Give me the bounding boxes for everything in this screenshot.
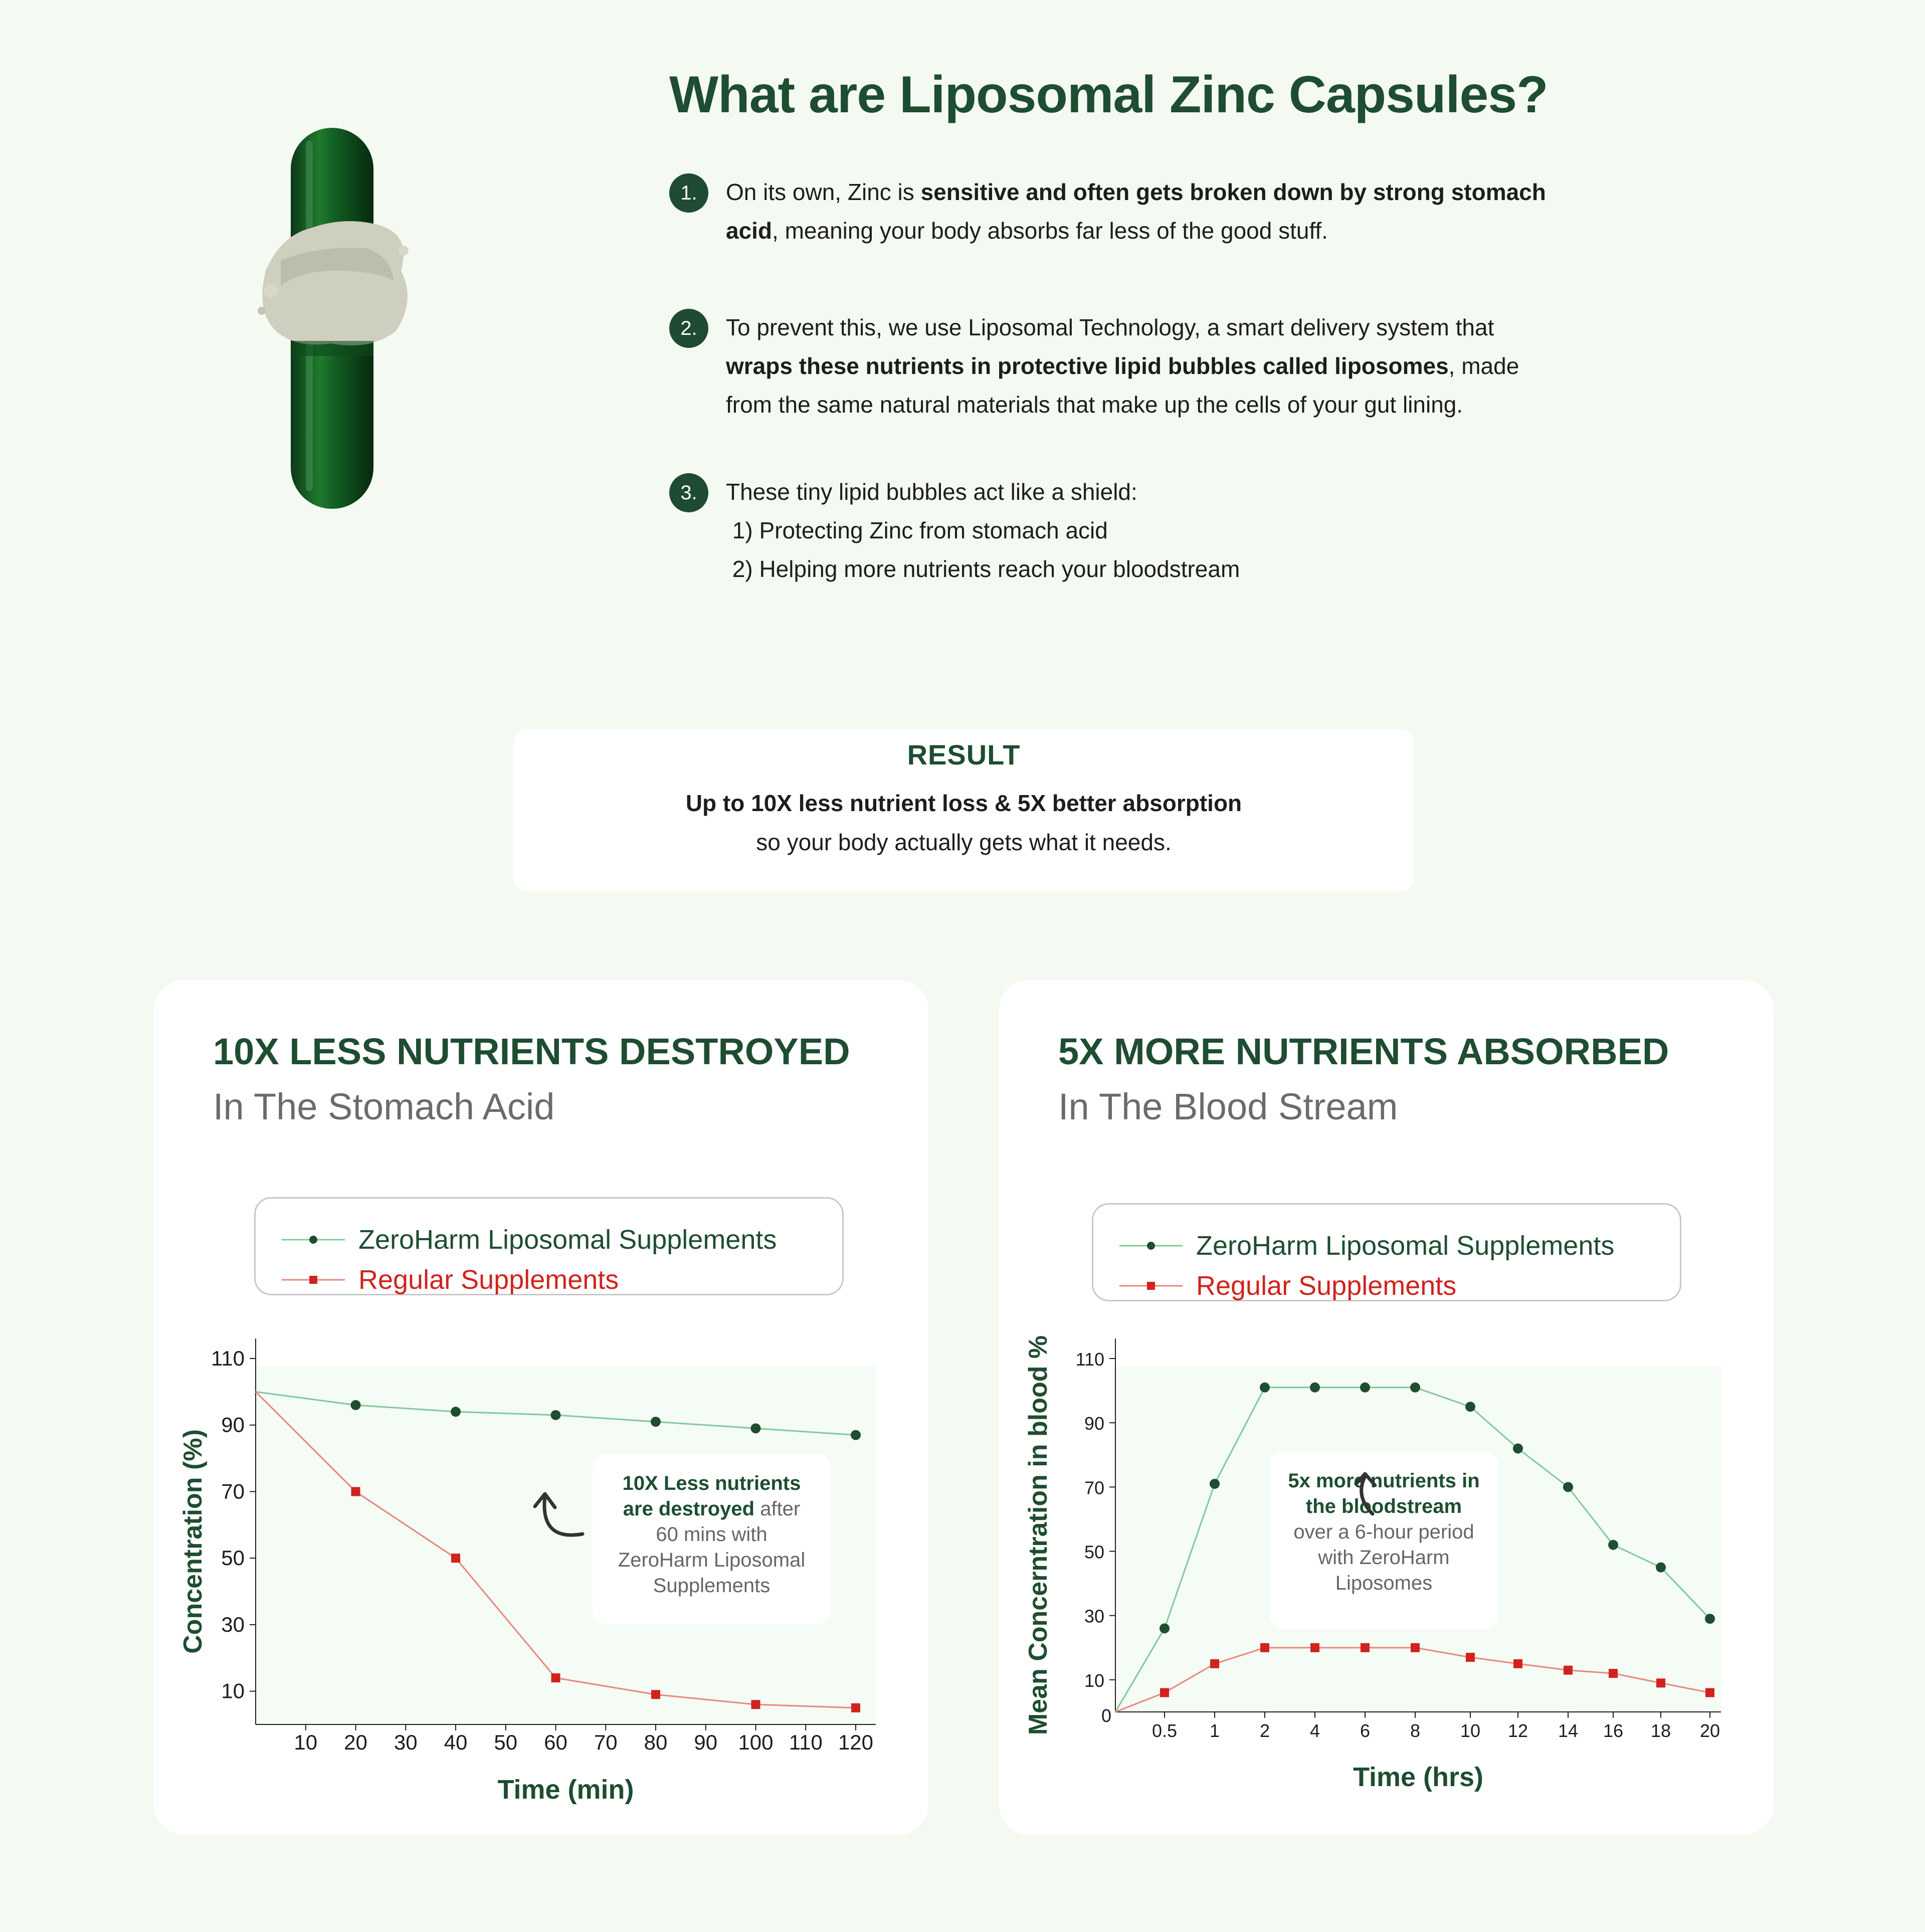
annotation-text-line: with ZeroHarm bbox=[1318, 1547, 1450, 1569]
data-point-regular bbox=[1609, 1669, 1618, 1678]
y-tick-label: 10 bbox=[1084, 1670, 1104, 1691]
data-point-regular bbox=[1411, 1643, 1420, 1652]
x-tick-label: 40 bbox=[444, 1730, 468, 1754]
step-text bbox=[726, 308, 1593, 424]
step-text-bold: wraps these nutrients in protective lipid bubbles called liposomes bbox=[726, 353, 1449, 379]
annotation-regular: after bbox=[754, 1498, 801, 1520]
y-tick-label: 70 bbox=[221, 1479, 245, 1503]
step-text-segment: from the same natural materials that make up the cells of your gut lining. bbox=[726, 392, 1463, 418]
x-tick-label: 14 bbox=[1558, 1720, 1579, 1741]
data-point-regular bbox=[751, 1700, 760, 1709]
page-title: What are Liposomal Zinc Capsules? bbox=[669, 66, 1548, 124]
y-axis-label: Concentration (%) bbox=[178, 1429, 208, 1654]
chart-subtitle: In The Stomach Acid bbox=[213, 1086, 555, 1127]
legend-label: ZeroHarm Liposomal Supplements bbox=[358, 1225, 777, 1255]
step-text-line bbox=[726, 308, 1593, 347]
data-point-zeroharm bbox=[1608, 1540, 1618, 1550]
chart-legend bbox=[254, 1197, 844, 1295]
step-text-line bbox=[726, 212, 1593, 250]
data-point-zeroharm bbox=[1360, 1383, 1370, 1393]
data-point-zeroharm bbox=[1410, 1383, 1420, 1393]
y-tick-label: 110 bbox=[1075, 1349, 1104, 1370]
x-tick-label: 20 bbox=[344, 1730, 367, 1754]
x-tick-label: 20 bbox=[1699, 1720, 1720, 1741]
data-point-zeroharm bbox=[751, 1423, 761, 1433]
y-axis-label: Mean Concerntration in blood % bbox=[1024, 1335, 1053, 1735]
annotation-bold: are destroyed bbox=[623, 1498, 755, 1520]
data-point-zeroharm bbox=[351, 1400, 361, 1410]
data-point-regular bbox=[651, 1690, 660, 1699]
x-tick-label: 110 bbox=[789, 1730, 823, 1754]
result-card bbox=[514, 729, 1414, 891]
annotation-text-line: 60 mins with bbox=[656, 1523, 767, 1545]
x-tick-label: 100 bbox=[738, 1730, 774, 1754]
y-tick-label: 110 bbox=[211, 1346, 245, 1370]
chart-plot-blood bbox=[999, 1331, 1774, 1832]
x-tick-label: 18 bbox=[1650, 1720, 1671, 1741]
annotation-text-line bbox=[623, 1498, 801, 1520]
x-tick-label: 50 bbox=[494, 1730, 518, 1754]
annotation-text-line: Supplements bbox=[653, 1575, 771, 1597]
step-text-segment: 1) Protecting Zinc from stomach acid bbox=[726, 517, 1108, 543]
y-tick-label: 50 bbox=[1084, 1541, 1104, 1563]
data-point-regular bbox=[451, 1554, 460, 1563]
y-tick-label: 30 bbox=[221, 1612, 245, 1636]
step-text-line bbox=[726, 385, 1593, 424]
legend-label: Regular Supplements bbox=[1196, 1271, 1457, 1301]
x-tick-label: 120 bbox=[838, 1730, 874, 1754]
annotation-text-line bbox=[1306, 1495, 1462, 1517]
chart-card-stomach-acid bbox=[154, 980, 928, 1835]
y-tick-label: 90 bbox=[221, 1413, 245, 1437]
data-point-zeroharm bbox=[1210, 1479, 1220, 1489]
x-tick-label: 60 bbox=[544, 1730, 567, 1754]
y-tick-label: 50 bbox=[221, 1546, 245, 1570]
data-point-regular bbox=[1160, 1688, 1169, 1697]
step-text-segment: On its own, Zinc is bbox=[726, 179, 921, 205]
annotation-text-line: Liposomes bbox=[1335, 1572, 1433, 1594]
annotation-bold: 5x more nutrients in bbox=[1288, 1470, 1480, 1492]
step-text-segment: These tiny lipid bubbles act like a shield: bbox=[726, 479, 1137, 505]
origin-label: 0 bbox=[1101, 1705, 1112, 1726]
chart-title: 5X MORE NUTRIENTS ABSORBED bbox=[1058, 1031, 1669, 1072]
legend-red-line-icon bbox=[281, 1272, 346, 1287]
data-point-zeroharm bbox=[1260, 1383, 1270, 1393]
data-point-regular bbox=[1705, 1688, 1714, 1697]
legend-label: Regular Supplements bbox=[358, 1265, 619, 1295]
data-point-zeroharm bbox=[1563, 1482, 1573, 1492]
annotation-bold: 10X Less nutrients bbox=[622, 1472, 801, 1494]
result-description: so your body actually gets what it needs. bbox=[756, 829, 1172, 855]
x-tick-label: 0.5 bbox=[1151, 1720, 1178, 1741]
x-tick-label: 8 bbox=[1410, 1720, 1421, 1741]
x-tick-label: 30 bbox=[394, 1730, 418, 1754]
step-text-segment: To prevent this, we use Liposomal Technology, a smart delivery system that bbox=[726, 314, 1494, 340]
y-tick-label: 10 bbox=[221, 1679, 245, 1703]
x-tick-label: 10 bbox=[1460, 1720, 1481, 1741]
legend-item-zeroharm bbox=[281, 1225, 777, 1255]
data-point-regular bbox=[1260, 1643, 1269, 1652]
chart-title: 10X LESS NUTRIENTS DESTROYED bbox=[213, 1031, 850, 1072]
legend-red-line-icon bbox=[1118, 1278, 1184, 1293]
data-point-regular bbox=[1513, 1659, 1522, 1668]
data-point-zeroharm bbox=[1656, 1563, 1666, 1573]
legend-label: ZeroHarm Liposomal Supplements bbox=[1196, 1231, 1615, 1261]
data-point-zeroharm bbox=[1465, 1402, 1475, 1412]
step-text-bold: acid bbox=[726, 218, 773, 244]
data-point-regular bbox=[551, 1673, 560, 1682]
annotation-text-line bbox=[1288, 1470, 1479, 1492]
x-tick-label: 4 bbox=[1309, 1720, 1320, 1741]
annotation-text-line: ZeroHarm Liposomal bbox=[618, 1549, 806, 1571]
x-tick-label: 80 bbox=[644, 1730, 668, 1754]
step-text-bold: sensitive and often gets broken down by strong stomach bbox=[920, 179, 1546, 205]
chart-subtitle: In The Blood Stream bbox=[1058, 1086, 1398, 1127]
step-text-segment: , meaning your body absorbs far less of the good stuff. bbox=[772, 218, 1328, 244]
step-number-badge: 3. bbox=[669, 473, 708, 512]
result-headline: Up to 10X less nutrient loss & 5X better absorption bbox=[685, 790, 1242, 816]
step-text-line bbox=[726, 550, 1593, 589]
data-point-regular bbox=[351, 1487, 360, 1496]
chart-plot-stomach bbox=[154, 1331, 928, 1832]
step-number-badge: 2. bbox=[669, 309, 708, 348]
legend-green-line-icon bbox=[1118, 1238, 1184, 1253]
step-text-segment: , made bbox=[1448, 353, 1519, 379]
legend-item-zeroharm bbox=[1118, 1231, 1614, 1261]
data-point-regular bbox=[1310, 1643, 1319, 1652]
chart-card-blood-stream bbox=[999, 980, 1774, 1835]
x-tick-label: 1 bbox=[1209, 1720, 1220, 1741]
data-point-regular bbox=[1361, 1643, 1370, 1652]
data-point-zeroharm bbox=[1310, 1383, 1320, 1393]
x-tick-label: 6 bbox=[1360, 1720, 1371, 1741]
step-text-line bbox=[726, 173, 1593, 212]
chart-legend bbox=[1092, 1203, 1681, 1301]
result-title: RESULT bbox=[907, 739, 1021, 770]
data-point-zeroharm bbox=[851, 1430, 861, 1440]
x-tick-label: 12 bbox=[1507, 1720, 1528, 1741]
data-point-regular bbox=[1564, 1666, 1573, 1675]
step-text-line bbox=[726, 473, 1593, 511]
annotation-text-line: over a 6-hour period bbox=[1293, 1521, 1474, 1543]
step-text-line bbox=[726, 347, 1593, 385]
data-point-zeroharm bbox=[651, 1417, 661, 1427]
x-tick-label: 90 bbox=[694, 1730, 718, 1754]
legend-item-regular bbox=[281, 1265, 619, 1295]
data-point-zeroharm bbox=[1160, 1623, 1170, 1633]
x-tick-label: 70 bbox=[594, 1730, 618, 1754]
legend-item-regular bbox=[1118, 1271, 1456, 1301]
data-point-regular bbox=[1656, 1678, 1665, 1687]
capsule-image bbox=[251, 120, 421, 511]
step-text-line bbox=[726, 511, 1593, 550]
legend-green-line-icon bbox=[281, 1232, 346, 1247]
data-point-zeroharm bbox=[1705, 1614, 1715, 1624]
x-tick-label: 2 bbox=[1259, 1720, 1270, 1741]
data-point-regular bbox=[851, 1703, 860, 1712]
data-point-zeroharm bbox=[1513, 1443, 1523, 1453]
step-number-badge: 1. bbox=[669, 173, 708, 213]
y-tick-label: 70 bbox=[1084, 1477, 1104, 1498]
y-tick-label: 30 bbox=[1084, 1606, 1104, 1627]
annotation-text-line bbox=[623, 1472, 801, 1494]
x-axis-label: Time (hrs) bbox=[1353, 1762, 1484, 1792]
data-point-zeroharm bbox=[551, 1410, 561, 1420]
annotation-bold: the bloodstream bbox=[1305, 1495, 1462, 1517]
y-tick-label: 90 bbox=[1084, 1413, 1104, 1434]
data-point-regular bbox=[1210, 1659, 1219, 1668]
step-text-segment: 2) Helping more nutrients reach your bloodstream bbox=[726, 556, 1240, 582]
step-text bbox=[726, 473, 1593, 589]
x-axis-label: Time (min) bbox=[497, 1775, 634, 1805]
data-point-zeroharm bbox=[451, 1407, 461, 1417]
data-point-regular bbox=[1466, 1653, 1475, 1662]
step-text bbox=[726, 173, 1593, 250]
x-tick-label: 16 bbox=[1603, 1720, 1624, 1741]
x-tick-label: 10 bbox=[294, 1730, 318, 1754]
